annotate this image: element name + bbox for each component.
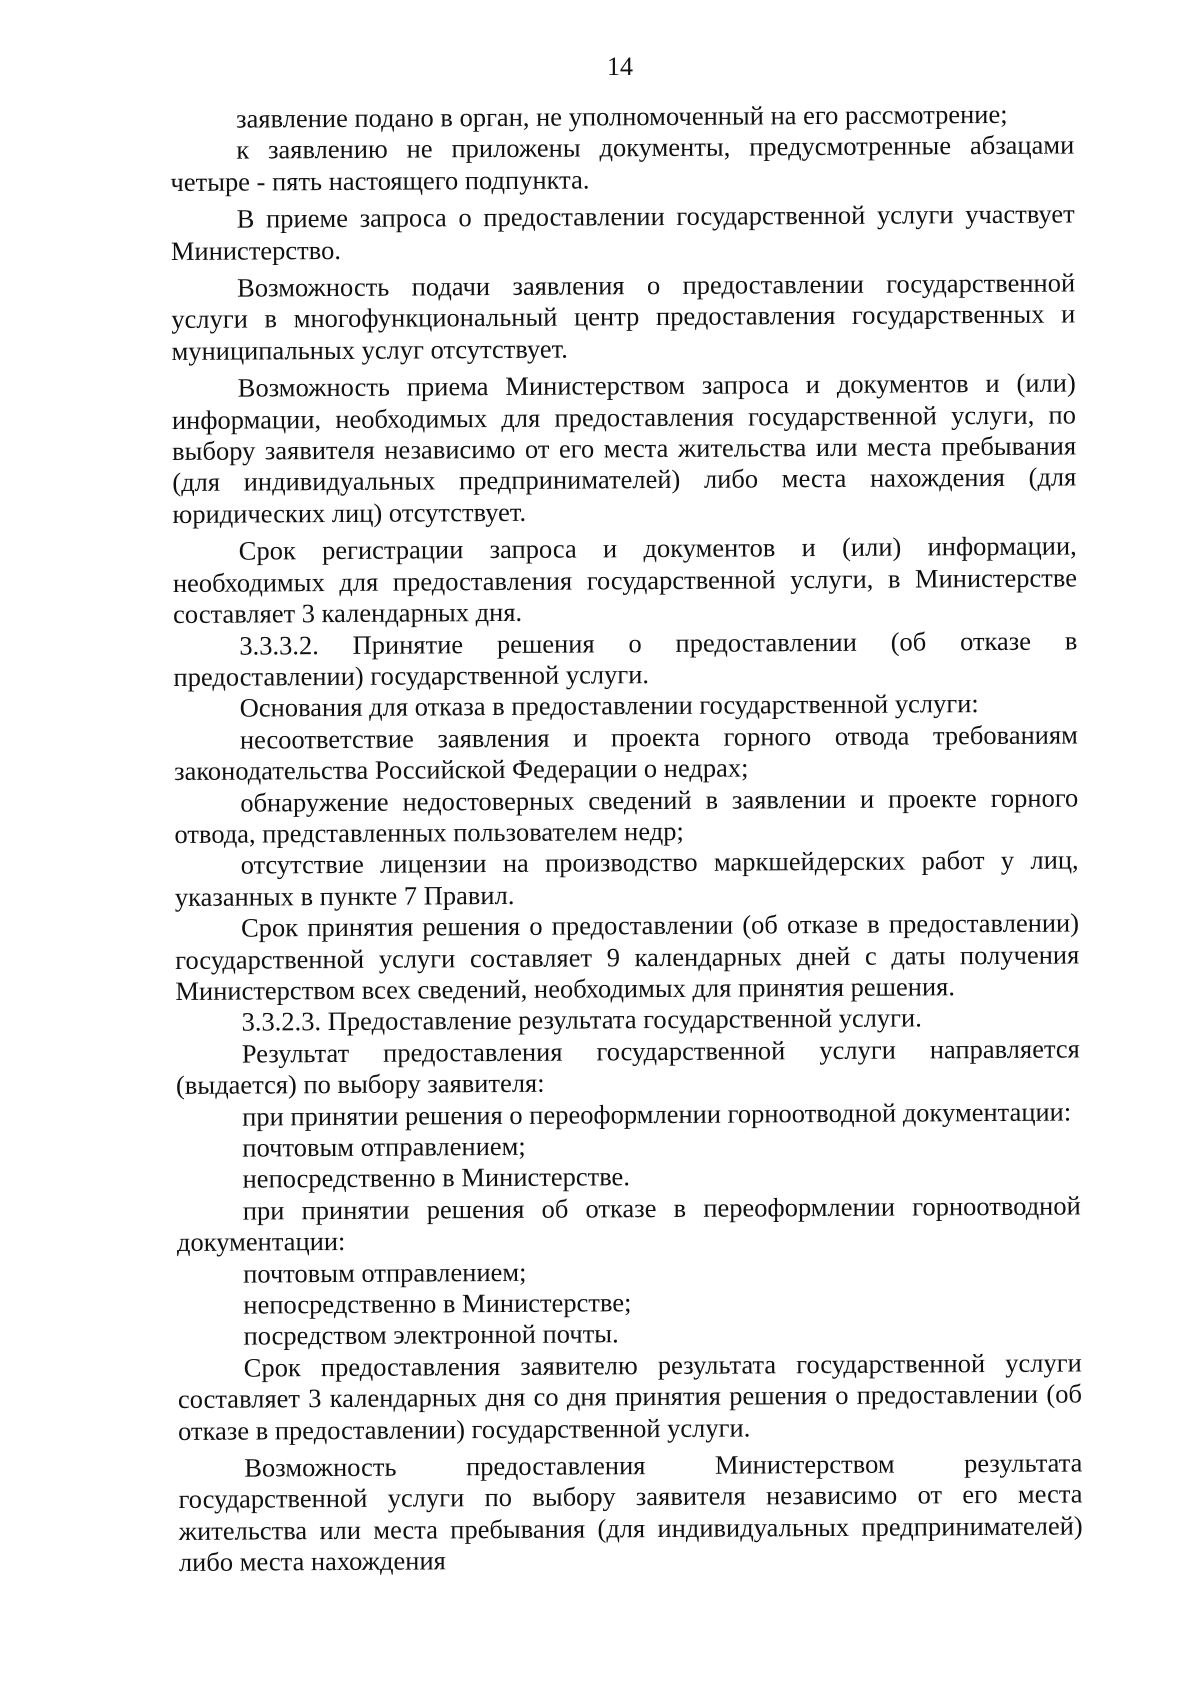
paragraph-17: непосредственно в Министерстве. (242, 1161, 630, 1194)
paragraph-8: Основания для отказа в предоставлении государственной услуги: (239, 688, 979, 723)
page-number: 14 (607, 52, 633, 81)
paragraph-10: обнаружение недостоверных сведений в заявлении и проекте горного отвода, представленных пользователем недр; (174, 781, 1079, 849)
paragraph-6: Срок регистрации запроса и документов и (или) информации, необходимых для предоставления государственной услуги, в Министерстве составляет 3 календарных дня. (172, 530, 1077, 630)
paragraph-12: Срок принятия решения о предоставлении (об отказе в предоставлении) государственной услуги составляет 9 календарных дней с даты получения Министерством всех сведений, необходимых для принятия решения. (175, 907, 1080, 1006)
paragraph-11: отсутствие лицензии на производство маркшейдерских работ у лиц, указанных в пункте 7 Правил. (174, 844, 1079, 912)
document-body (170, 98, 1083, 1578)
paragraph-13: 3.3.2.3. Предоставление результата государственной услуги. (241, 1002, 922, 1037)
paragraph-20: непосредственно в Министерстве; (243, 1287, 632, 1320)
paragraph-7: 3.3.3.2. Принятие решения о предоставлении (об отказе в предоставлении) государственной услуги. (173, 624, 1078, 692)
paragraph-4: Возможность подачи заявления о предоставлении государственной услуги в многофункциональный центр предоставления государственных и муниципальных услуг отсутствует. (171, 267, 1076, 366)
paragraph-1: заявление подано в орган, не уполномоченный на его рассмотрение; (235, 98, 1008, 134)
paragraph-18: при принятии решения об отказе в переоформлении горноотводной документации: (176, 1190, 1081, 1258)
paragraph-16: почтовым отправлением; (242, 1130, 526, 1163)
paragraph-21: посредством электронной почты. (243, 1318, 619, 1352)
paragraph-23: Возможность предоставления Министерством результата государственной услуги по выбору заявителя независимо от его места жительства или места пребывания (для индивидуальных предпринимателей) либо места нахождения (178, 1447, 1083, 1578)
paragraph-5: Возможность приема Министерством запроса и документов и (или) информации, необходимых для предоставления государственной услуги, по выбору заявителя независимо от его места жительства или места пребывания (для индивидуальных предпринимателей) либо места нахождения (для юридических лиц) отсутствует. (171, 367, 1077, 529)
paragraph-3: В приеме запроса о предоставлении государственной услуги участвует Министерство. (170, 198, 1075, 266)
paragraph-2: к заявлению не приложены документы, предусмотренные абзацами четыре - пять настоящего подпункта. (170, 129, 1075, 197)
paragraph-14: Результат предоставления государственной услуги направляется (выдается) по выбору заявителя: (175, 1033, 1080, 1101)
paragraph-9: несоответствие заявления и проекта горного отвода требованиям законодательства Российской Федерации о недрах; (173, 719, 1078, 787)
paragraph-19: почтовым отправлением; (243, 1256, 527, 1289)
paragraph-15: при принятии решения о переоформлении горноотводной документации: (242, 1096, 1072, 1132)
paragraph-22: Срок предоставления заявителю результата государственной услуги составляет 3 календарных дня со дня принятия решения о предоставлении (об отказе в предоставлении) государственной услуги. (177, 1347, 1082, 1446)
